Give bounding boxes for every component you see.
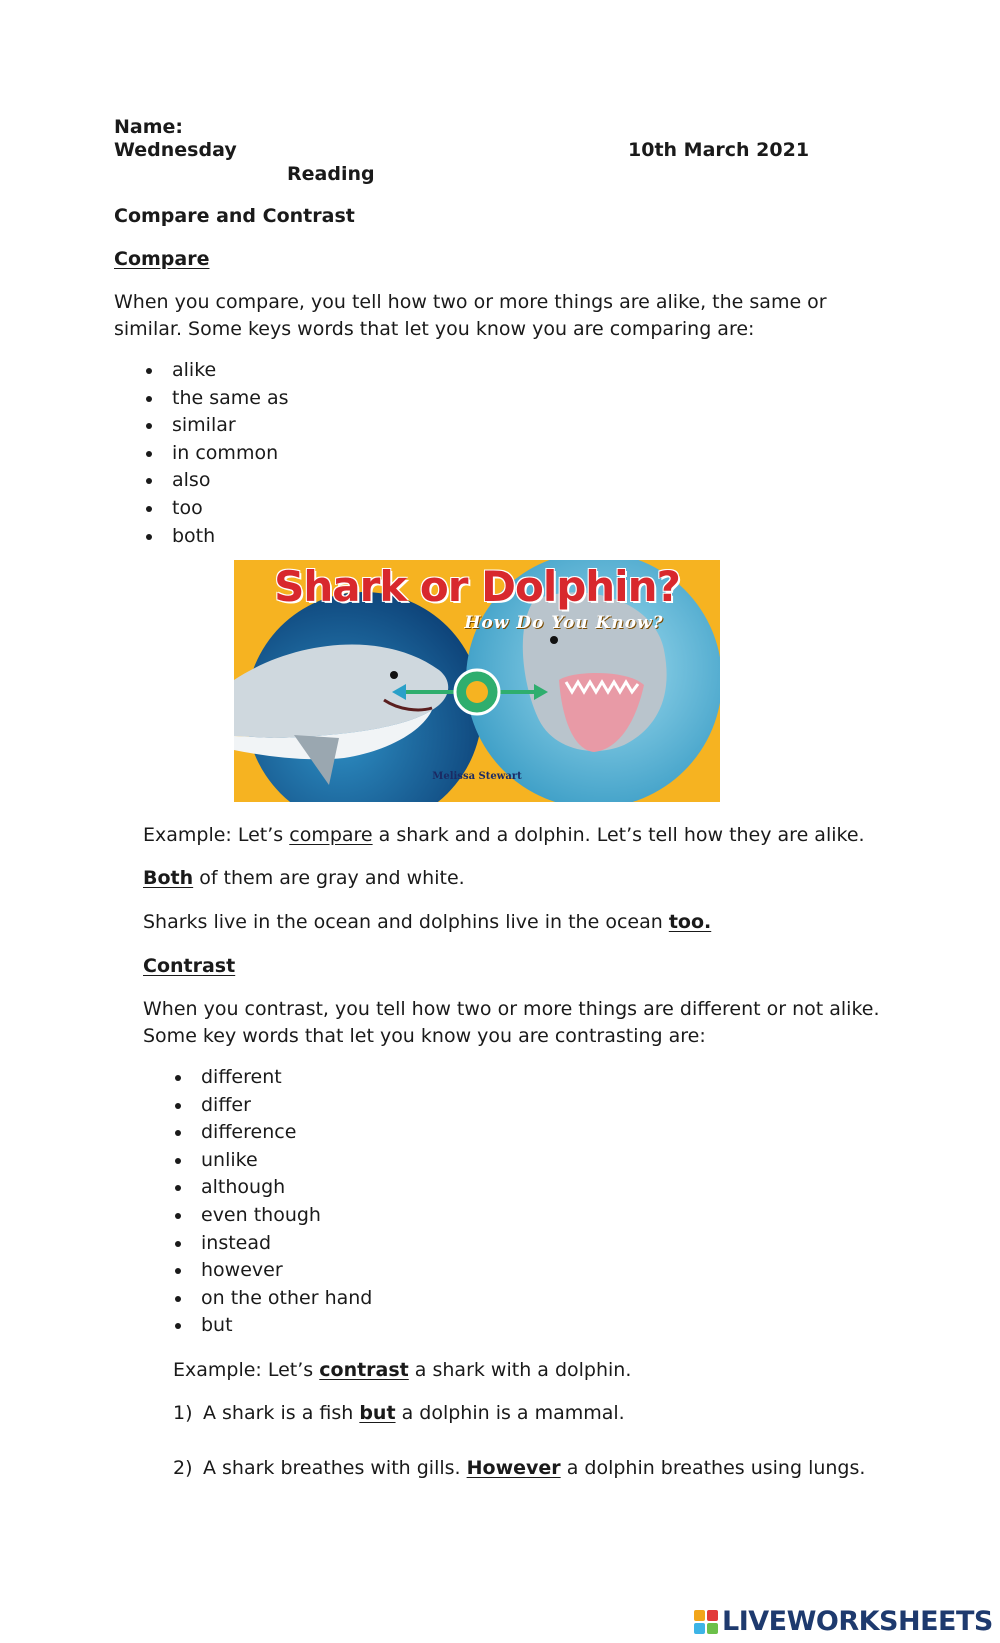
sentence-text: of them are gray and white. (193, 867, 465, 889)
keyword: but (359, 1402, 396, 1424)
item-number: 2) (173, 1457, 193, 1479)
book-cover-image (234, 560, 720, 802)
cover-subtitle: How Do You Know? (464, 613, 664, 633)
cover-title: Shark or Dolphin? (274, 562, 680, 611)
item-number: 1) (173, 1402, 193, 1424)
compare-intro-line2: similar. Some keys words that let you know you are comparing are: (114, 318, 755, 340)
compare-heading: Compare (114, 248, 210, 270)
sentence-text: Sharks live in the ocean and dolphins live in the ocean (143, 911, 669, 933)
list-item: different (173, 1064, 372, 1092)
liveworksheets-logo (694, 1607, 993, 1637)
contrast-heading: Contrast (143, 955, 236, 977)
list-item: unlike (173, 1147, 372, 1175)
compare-sentence2 (143, 909, 711, 935)
example-keyword: contrast (319, 1359, 409, 1381)
item-text: A shark is a fish (203, 1402, 360, 1424)
example-text: a shark with a dolphin. (408, 1359, 632, 1381)
contrast-intro-line2: Some key words that let you know you are contrasting are: (143, 1025, 706, 1047)
name-label: Name: (114, 116, 184, 138)
list-item: but (173, 1312, 372, 1340)
list-item: although (173, 1174, 372, 1202)
list-item: however (173, 1257, 372, 1285)
cover-author: Melissa Stewart (432, 771, 522, 782)
example-keyword: compare (289, 824, 373, 846)
logo-text: LIVEWORKSHEETS (722, 1606, 993, 1637)
contrast-intro-line1: When you contrast, you tell how two or more things are different or not alike. (143, 998, 880, 1020)
list-item: also (144, 467, 289, 495)
keyword: too. (668, 911, 712, 933)
example-text: a shark and a dolphin. Let’s tell how they are alike. (372, 824, 865, 846)
page-title: Compare and Contrast (114, 205, 355, 227)
date-label: 10th March 2021 (628, 139, 810, 161)
logo-mark-icon (694, 1610, 718, 1634)
list-item: instead (173, 1230, 372, 1258)
item-text: a dolphin is a mammal. (395, 1402, 625, 1424)
list-item: similar (144, 412, 289, 440)
list-item: both (144, 523, 289, 551)
list-item (173, 1400, 625, 1426)
compare-intro-line1: When you compare, you tell how two or more things are alike, the same or (114, 291, 827, 313)
list-item: even though (173, 1202, 372, 1230)
contrast-example (173, 1357, 631, 1383)
contrast-keyword-list (173, 1064, 372, 1340)
item-text: a dolphin breathes using lungs. (560, 1457, 866, 1479)
keyword: However (466, 1457, 561, 1479)
compare-sentence1 (143, 865, 465, 891)
day-label: Wednesday (114, 139, 237, 161)
list-item (173, 1455, 865, 1481)
list-item: the same as (144, 385, 289, 413)
list-item: alike (144, 357, 289, 385)
keyword: Both (143, 867, 194, 889)
compare-example (143, 822, 865, 848)
list-item: differ (173, 1092, 372, 1120)
example-text: Example: Let’s (173, 1359, 320, 1381)
list-item: in common (144, 440, 289, 468)
compare-keyword-list (144, 357, 289, 550)
list-item: difference (173, 1119, 372, 1147)
item-text: A shark breathes with gills. (203, 1457, 467, 1479)
example-text: Example: Let’s (143, 824, 290, 846)
list-item: on the other hand (173, 1285, 372, 1313)
subject-label: Reading (287, 163, 375, 185)
list-item: too (144, 495, 289, 523)
